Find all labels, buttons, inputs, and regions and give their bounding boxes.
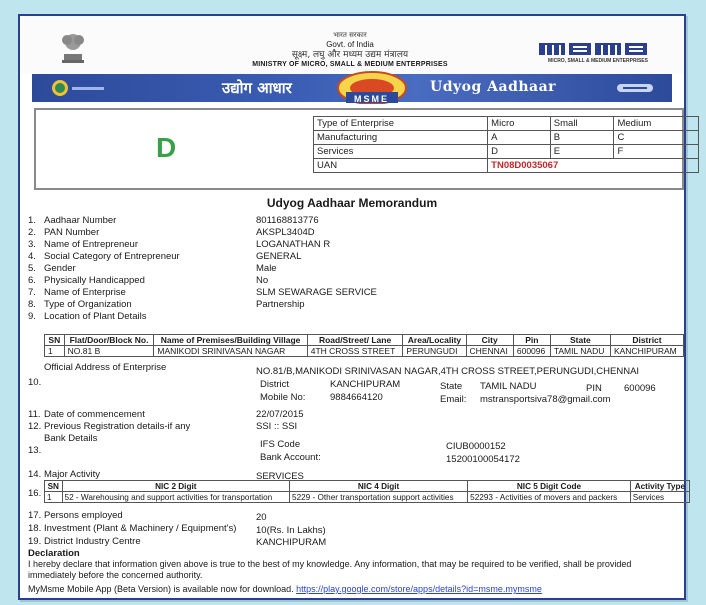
type-cell: A: [488, 131, 551, 145]
uan-row: [314, 159, 699, 173]
location-header: Flat/Door/Block No.: [64, 335, 154, 346]
detail-value: LOGANATHAN R: [256, 239, 331, 250]
ministry-label: MINISTRY OF MICRO, SMALL & MEDIUM ENTERPRISES: [252, 61, 448, 68]
enterprise-type-box: [34, 108, 684, 190]
enterprise-type-table: [313, 116, 699, 173]
nic-cell: Services: [630, 492, 689, 503]
banner-hindi-title: उद्योग आधार: [222, 79, 292, 97]
investment-label: Investment (Plant & Machinery / Equipment's): [44, 523, 237, 534]
official-address-label: Official Address of Enterprise: [44, 362, 167, 373]
detail-value: 801168813776: [256, 215, 319, 226]
type-cell: Micro: [488, 117, 551, 131]
type-cell: E: [550, 145, 614, 159]
banner-english-title: Udyog Aadhaar: [430, 79, 557, 95]
location-header: District: [610, 335, 683, 346]
declaration-title: Declaration: [28, 548, 80, 559]
detail-value: Partnership: [256, 299, 305, 310]
detail-number: 3.: [28, 239, 36, 250]
prev-reg-value: SSI :: SSI: [256, 421, 298, 432]
nic-header: Activity Type: [630, 481, 689, 492]
detail-label: Aadhaar Number: [44, 215, 117, 226]
detail-label: Name of Entrepreneur: [44, 239, 138, 250]
uan-label: UAN: [314, 159, 488, 173]
nic-header: NIC 2 Digit: [62, 481, 290, 492]
mobile-label: Mobile No:: [260, 392, 306, 403]
pin-value: 600096: [624, 383, 656, 394]
detail-value: No: [256, 275, 269, 286]
mobile-value: 9884664120: [330, 392, 383, 403]
district-value: KANCHIPURAM: [330, 379, 401, 390]
detail-number: 9.: [28, 311, 36, 322]
location-cell: KANCHIPURAM: [610, 346, 683, 357]
memorandum-page: [18, 14, 686, 600]
investment-value: 10(Rs. In Lakhs): [256, 525, 326, 536]
nic-header: NIC 5 Digit Code: [468, 481, 631, 492]
left-banner-logo-icon: [50, 78, 110, 98]
hindi-ministry: सूक्ष्म, लघु और मध्यम उद्यम मंत्रालय: [291, 50, 409, 60]
type-cell: C: [614, 131, 699, 145]
bank-details-label: Bank Details: [44, 433, 98, 444]
detail-value: AKSPL3404D: [256, 227, 315, 238]
type-cell: B: [550, 131, 614, 145]
detail-label: Gender: [44, 263, 76, 274]
nic-table: [44, 480, 690, 503]
pin-label: PIN: [586, 383, 602, 394]
major-activity-value: SERVICES: [256, 471, 304, 482]
persons-value: 20: [256, 512, 267, 523]
detail-label: Social Category of Entrepreneur: [44, 251, 180, 262]
location-cell: NO.81 B: [64, 346, 154, 357]
location-cell: MANIKODI SRINIVASAN NAGAR: [154, 346, 307, 357]
nic-cell: 1: [45, 492, 63, 503]
detail-label: Physically Handicapped: [44, 275, 145, 286]
udyog-aadhaar-banner: [32, 74, 672, 102]
location-header: Road/Street/ Lane: [307, 335, 403, 346]
memorandum-title: Udyog Aadhaar Memorandum: [266, 196, 438, 210]
location-header: City: [466, 335, 513, 346]
detail-value: GENERAL: [256, 251, 302, 262]
type-row: [314, 117, 699, 131]
type-cell: Medium: [614, 117, 699, 131]
category-letter: D: [156, 132, 177, 163]
location-cell: CHENNAI: [466, 346, 513, 357]
detail-label: Location of Plant Details: [44, 311, 147, 322]
commencement-label: Date of commencement: [44, 409, 145, 420]
ministry-title: [230, 30, 470, 70]
type-cell: Manufacturing: [314, 131, 488, 145]
ifs-label: IFS Code: [260, 439, 301, 450]
app-text: MyMsme Mobile App (Beta Version) is available now for download.: [28, 584, 294, 594]
type-cell: Type of Enterprise: [314, 117, 488, 131]
prev-reg-label: Previous Registration details-if any: [44, 421, 191, 432]
nic-cell: 5229 - Other transportation support activities: [290, 492, 468, 503]
msme-subtitle: MICRO, SMALL & MEDIUM ENTERPRISES: [548, 58, 648, 64]
nic-cell: 52 - Warehousing and support activities for transportation: [62, 492, 290, 503]
commencement-value: 22/07/2015: [256, 409, 304, 420]
bank-number: 13.: [28, 445, 42, 456]
official-address: NO.81/B,MANIKODI SRINIVASAN NAGAR,4TH CROSS STREET,PERUNGUDI,CHENNAI: [256, 366, 640, 377]
detail-number: 5.: [28, 263, 36, 274]
detail-value: Male: [256, 263, 277, 274]
location-cell: 4TH CROSS STREET: [307, 346, 403, 357]
location-cell: PERUNGUDI: [403, 346, 466, 357]
prev-reg-number: 12.: [28, 421, 42, 432]
uan-value: TN08D0035067: [488, 159, 699, 173]
govt-label: Govt. of India: [326, 40, 374, 49]
location-header: Area/Locality: [403, 335, 466, 346]
detail-label: Name of Enterprise: [44, 287, 126, 298]
state-value: TAMIL NADU: [480, 381, 537, 392]
dic-number: 19.: [28, 536, 42, 547]
msme-logo-icon: [535, 36, 655, 70]
detail-number: 1.: [28, 215, 36, 226]
type-cell: D: [488, 145, 551, 159]
investment-number: 18.: [28, 523, 42, 534]
official-address-number: 10.: [28, 377, 42, 388]
state-label: State: [440, 381, 463, 392]
seal-label: MSME: [354, 94, 389, 104]
persons-label: Persons employed: [44, 510, 123, 521]
location-cell: TAMIL NADU: [550, 346, 610, 357]
commencement-number: 11.: [28, 409, 41, 420]
declaration-text: I hereby declare that information given above is true to the best of my knowledge. Any information, that may be required to be verified, shall be provided immediately before the concerned authority.: [28, 559, 632, 580]
dic-label: District Industry Centre: [44, 536, 141, 547]
detail-label: Type of Organization: [44, 299, 132, 310]
app-download-link[interactable]: https://play.google.com/store/apps/details?id=msme.mymsme: [296, 584, 542, 594]
major-activity-number: 14.: [28, 469, 42, 480]
email-label: Email:: [440, 394, 467, 405]
detail-label: PAN Number: [44, 227, 100, 238]
location-header: Pin: [513, 335, 550, 346]
type-cell: Small: [550, 117, 614, 131]
type-row: [314, 145, 699, 159]
email-value: mstransportsiva78@gmail.com: [480, 394, 611, 405]
detail-value: SLM SEWARAGE SERVICE: [256, 287, 377, 298]
bank-account-value: 15200100054172: [446, 454, 520, 465]
nic-cell: 52293 - Activities of movers and packers: [468, 492, 631, 503]
location-cell: 600096: [513, 346, 550, 357]
type-cell: Services: [314, 145, 488, 159]
location-table: [44, 334, 684, 357]
detail-number: 6.: [28, 275, 36, 286]
declaration: [28, 548, 678, 595]
right-banner-logo-icon: [617, 80, 653, 96]
nic-number: 16.: [28, 488, 42, 499]
nic-header: SN: [45, 481, 63, 492]
hindi-govt: भारत सरकार: [333, 31, 367, 39]
persons-number: 17.: [28, 510, 42, 521]
nic-header: NIC 4 Digit: [290, 481, 468, 492]
bank-account-label: Bank Account:: [260, 452, 321, 463]
detail-number: 8.: [28, 299, 36, 310]
location-cell: 1: [45, 346, 65, 357]
major-activity-label: Major Activity: [44, 469, 100, 480]
detail-number: 2.: [28, 227, 36, 238]
location-header: Name of Premises/Building Village: [154, 335, 307, 346]
table-row: [45, 492, 690, 503]
national-emblem-icon: [58, 28, 88, 64]
type-row: [314, 131, 699, 145]
dic-value: KANCHIPURAM: [256, 537, 327, 548]
ifs-value: CIUB0000152: [446, 441, 506, 452]
government-header: [20, 16, 684, 74]
location-header: State: [550, 335, 610, 346]
location-header: SN: [45, 335, 65, 346]
district-label: District: [260, 379, 290, 390]
type-cell: F: [614, 145, 699, 159]
detail-number: 4.: [28, 251, 36, 262]
detail-number: 7.: [28, 287, 36, 298]
table-row: [45, 346, 684, 357]
